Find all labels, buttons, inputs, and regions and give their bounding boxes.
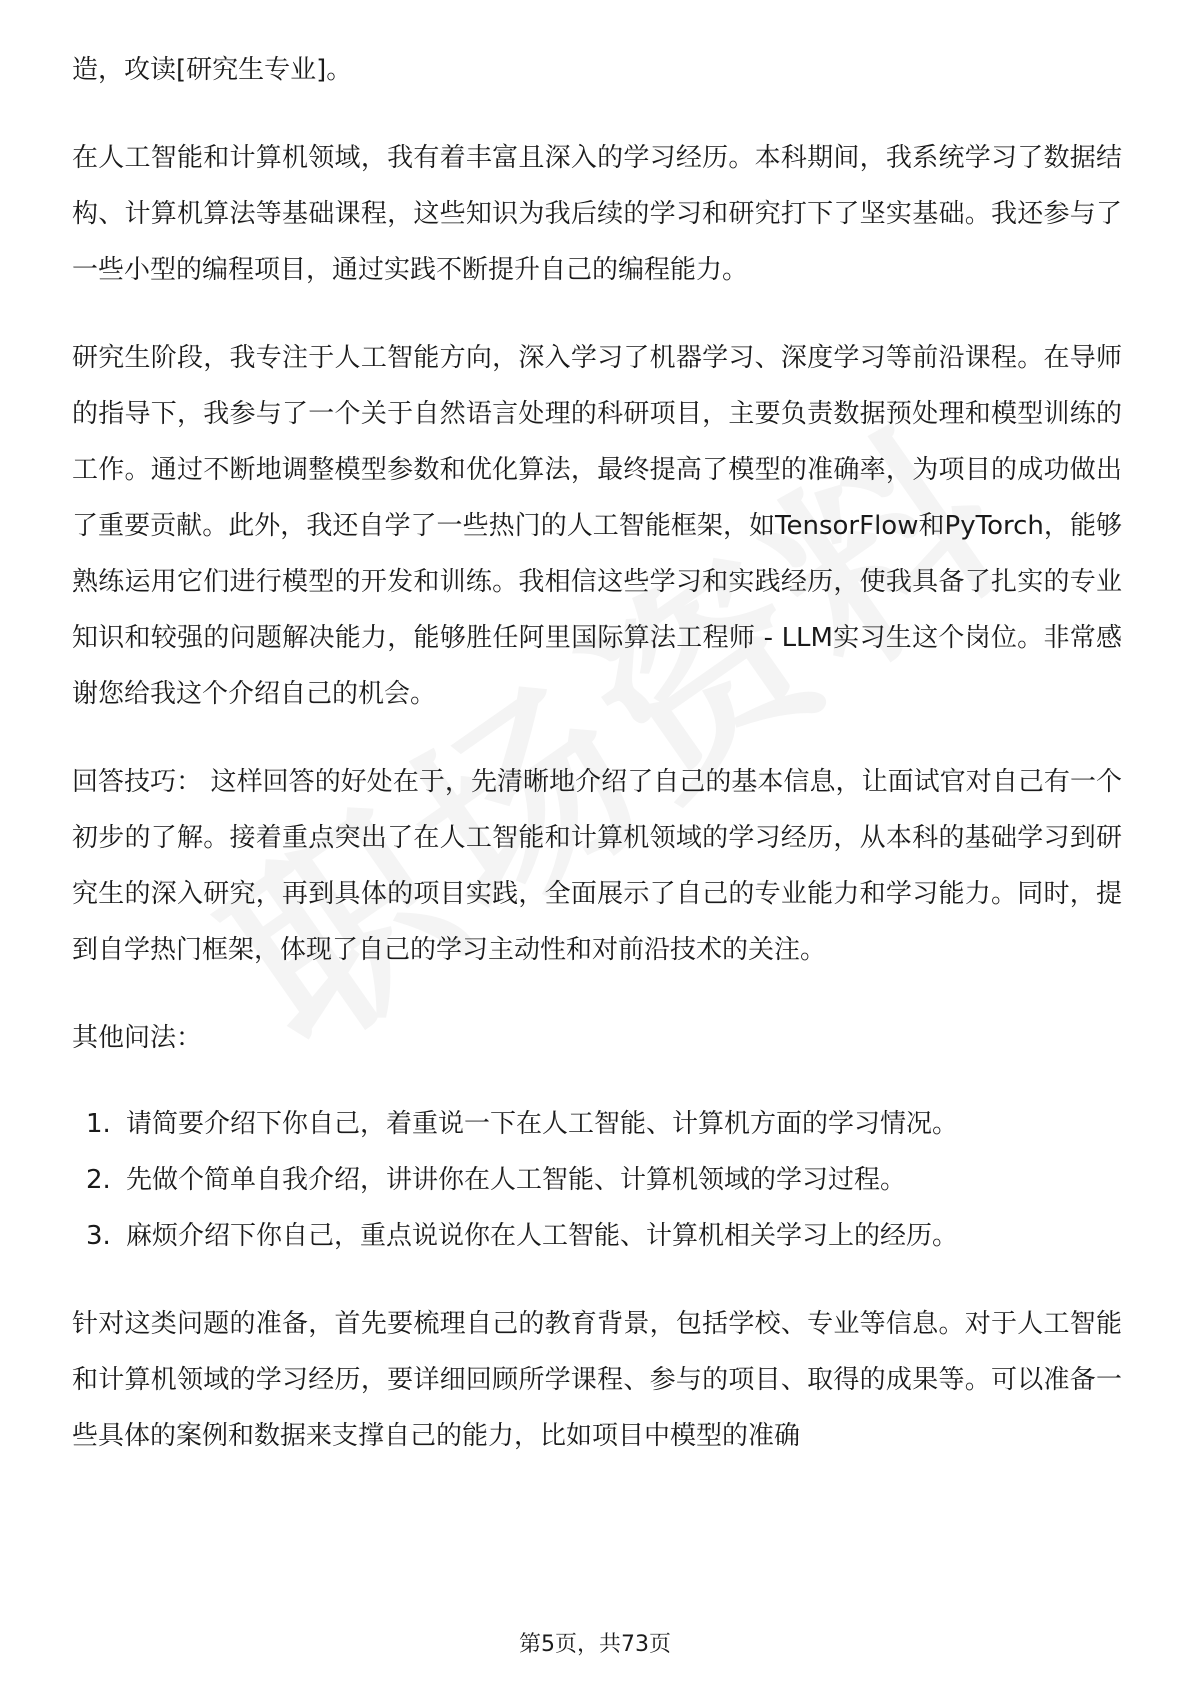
list-item-number: 3.: [86, 1221, 111, 1251]
list-item-number: 2.: [86, 1165, 111, 1195]
paragraph-other-asks-heading: 其他问法：: [72, 1023, 203, 1053]
list-item-number: 1.: [86, 1109, 111, 1139]
list-item-text: 请简要介绍下你自己，着重说一下在人工智能、计算机方面的学习情况。: [126, 1109, 959, 1139]
paragraph-graduate: 研究生阶段，我专注于人工智能方向，深入学习了机器学习、深度学习等前沿课程。在导师的指导下，我参与了一个关于自然语言处理的科研项目，主要负责数据预处理和模型训练的工作。通过不断地调整模型参数和优化算法，最终提高了模型的准确率，为项目的成功做出了重要贡献。此外，我还自学了一些热门的人工智能框架，如TensorFlow和PyTorch，能够熟练运用它们进行模型的开发和训练。我相信这些学习和实践经历，使我具备了扎实的专业知识和较强的问题解决能力，能够胜任阿里国际算法工程师 - LLM实习生这个岗位。非常感谢您给我这个介绍自己的机会。: [72, 343, 1122, 709]
paragraph-intro-continued: 造，攻读[研究生专业]。: [72, 55, 353, 85]
page-content: [72, 42, 1122, 1464]
list-item: [86, 1096, 1122, 1152]
list-item: [86, 1208, 1122, 1264]
page-number-footer: 第5页，共73页: [519, 1632, 671, 1657]
list-item-text: 先做个简单自我介绍，讲讲你在人工智能、计算机领域的学习过程。: [126, 1165, 907, 1195]
list-item: [86, 1152, 1122, 1208]
list-item-text: 麻烦介绍下你自己，重点说说你在人工智能、计算机相关学习上的经历。: [126, 1221, 959, 1251]
paragraph-undergrad: 在人工智能和计算机领域，我有着丰富且深入的学习经历。本科期间，我系统学习了数据结构、计算机算法等基础课程，这些知识为我后续的学习和研究打下了坚实基础。我还参与了一些小型的编程项目，通过实践不断提升自己的编程能力。: [72, 143, 1122, 285]
alt-questions-list: [72, 1096, 1122, 1264]
paragraph-preparation: 针对这类问题的准备，首先要梳理自己的教育背景，包括学校、专业等信息。对于人工智能和计算机领域的学习经历，要详细回顾所学课程、参与的项目、取得的成果等。可以准备一些具体的案例和数据来支撑自己的能力，比如项目中模型的准确: [72, 1309, 1122, 1451]
paragraph-answer-tips: 回答技巧： 这样回答的好处在于，先清晰地介绍了自己的基本信息，让面试官对自己有一个初步的了解。接着重点突出了在人工智能和计算机领域的学习经历，从本科的基础学习到研究生的深入研究，再到具体的项目实践，全面展示了自己的专业能力和学习能力。同时，提到自学热门框架，体现了自己的学习主动性和对前沿技术的关注。: [72, 767, 1122, 965]
